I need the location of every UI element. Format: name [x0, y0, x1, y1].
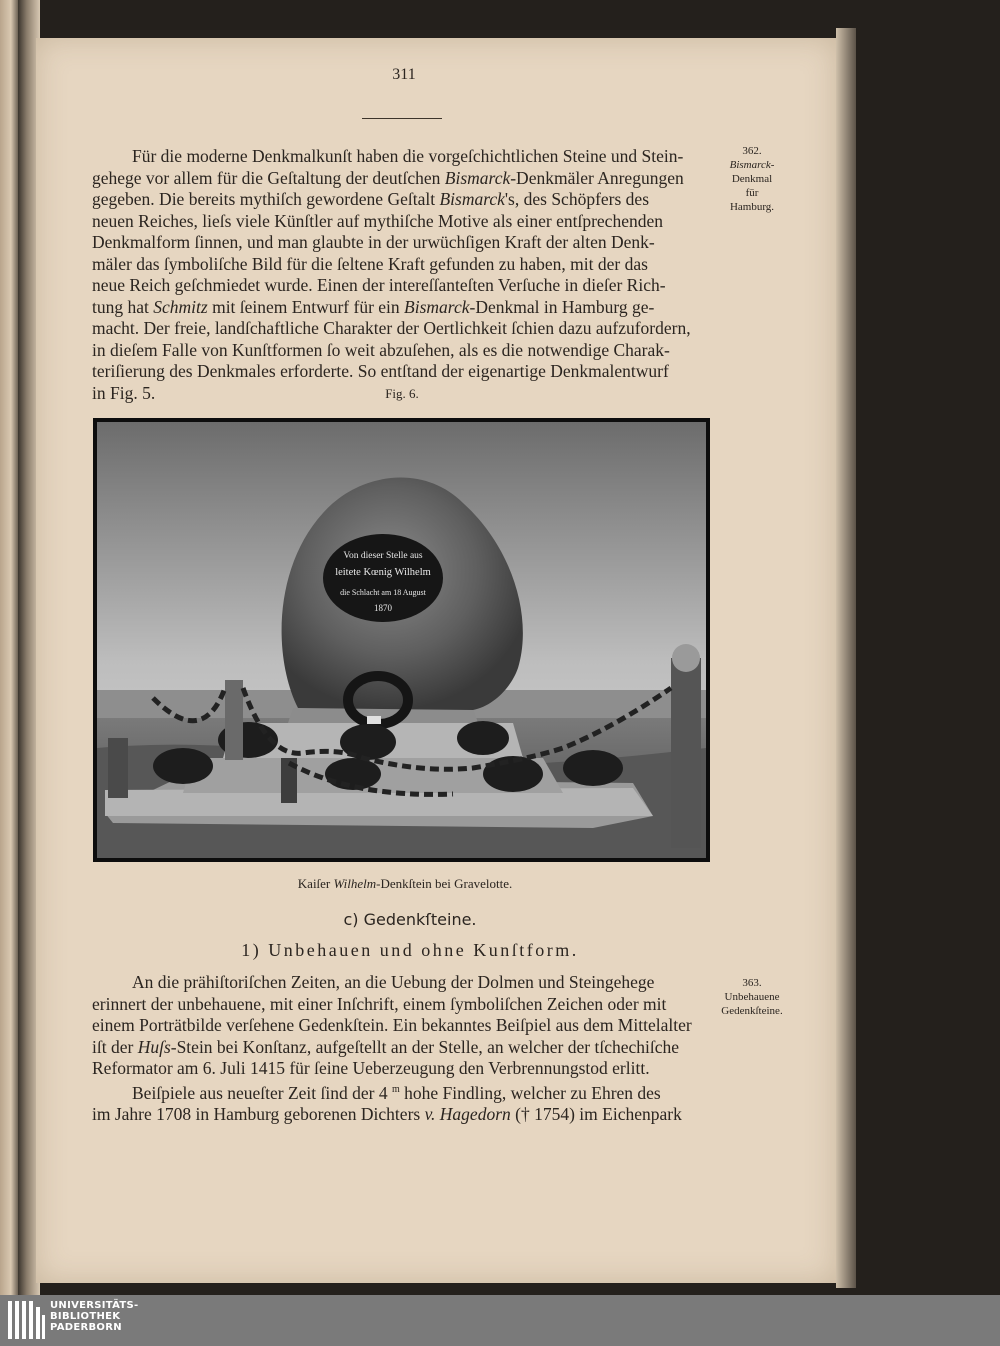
paragraph-2	[92, 972, 712, 1080]
book-cover-edge	[836, 28, 856, 1288]
page-number-rule	[362, 118, 442, 119]
p2-line-1: An die prähiſtoriſchen Zeiten, an die Uebung der Dolmen und Steingehege	[132, 972, 655, 992]
p1-line-3: gegeben. Die bereits mythiſch gewordene Geſtalt Bismarck's, des Schöpfers des	[92, 189, 650, 209]
figure-photo	[93, 418, 710, 862]
left-page-edge	[0, 0, 18, 1295]
p1-line-9: macht. Der freie, landſchaftliche Charakter der Oertlichkeit ſchien dazu aufzufordern,	[92, 318, 691, 338]
p2-line-5: Reformator am 6. Juli 1415 für ſeine Ueberzeugung den Verbrennungstod erlitt.	[92, 1058, 650, 1078]
page-number: 311	[392, 66, 416, 83]
p1-line-4: neuen Reiches, lieſs viele Künſtler auf mythiſche Motive als einer entſprechenden	[92, 210, 663, 231]
inscription-line-1: Von dieser Stelle aus	[343, 551, 423, 561]
library-name: UNIVERSITÄTS- BIBLIOTHEK PADERBORN	[50, 1300, 139, 1333]
library-logo-icon	[8, 1301, 46, 1339]
p3-line-2: im Jahre 1708 in Hamburg geborenen Dichters v. Hagedorn († 1754) im Eichenpark	[92, 1104, 682, 1125]
p1-line-10: in dieſem Falle von Kunſtformen ſo weit abzuſehen, als es die notwendige Charak-	[92, 339, 670, 360]
inscription-line-2: leitete Kœnig Wilhelm	[335, 567, 431, 578]
figure-label: Fig. 6.	[385, 386, 419, 401]
memorial-stone-photo	[93, 418, 710, 862]
p2-line-2: erinnert der unbehauene, mit einer Inſchrift, einem ſymboliſchen Zeichen oder mit	[92, 993, 667, 1014]
paragraph-3	[92, 1079, 712, 1126]
figure-caption: Kaiſer Wilhelm-Denkſtein bei Gravelotte.	[297, 876, 513, 891]
inscription-line-3: die Schlacht am 18 August	[340, 588, 426, 597]
library-footer	[0, 1295, 1000, 1346]
p1-line-11: teriſierung des Denkmales erforderte. So entſtand der eigenartige Denkmalentwurf	[92, 361, 669, 381]
inscription-line-4: 1870	[374, 603, 392, 613]
margin-note-363: 363. Unbehauene Gedenkſteine.	[721, 977, 783, 1017]
p2-line-3: einem Porträtbilde verſehene Gedenkſtein. Ein bekanntes Beiſpiel aus dem Mittelalter	[92, 1015, 692, 1035]
sub-heading: 1) Unbehauen und ohne Kunſtform.	[241, 940, 579, 960]
p1-line-8: tung hat Schmitz mit ſeinem Entwurf für ein Bismarck-Denkmal in Hamburg ge-	[92, 296, 655, 317]
section-heading: c) Gedenkſteine.	[343, 910, 477, 929]
p1-line-5: Denkmalform ſinnen, und man glaubte in der urwüchſigen Kraft der alten Denk-	[92, 232, 655, 252]
p1-line-6: mäler das ſymboliſche Bild für die ſeltene Kraft gefunden zu haben, mit der das	[92, 253, 648, 274]
p1-line-2: gehege vor allem für die Geſtaltung der deutſchen Bismarck-Denkmäler Anregungen	[92, 167, 684, 188]
p1-line-7: neue Reich geſchmiedet wurde. Einen der intereſſanteſten Verſuche in dieſer Rich-	[92, 275, 666, 295]
paragraph-1	[92, 146, 712, 404]
p1-line-12: in Fig. 5.	[92, 382, 156, 403]
p2-line-4: iſt der Huſs-Stein bei Konſtanz, aufgeſtellt an der Stelle, an welcher der tſchechiſche	[92, 1036, 680, 1057]
p3-line-1: Beiſpiele aus neueſter Zeit ſind der 4 $^m$ hohe Findling, welcher zu Ehren des	[132, 1082, 661, 1103]
p1-line-1: Für die moderne Denkmalkunſt haben die vorgeſchichtlichen Steine und Stein-	[132, 146, 684, 166]
margin-note-362: 362. Bismarck- Denkmal für Hamburg.	[729, 145, 775, 213]
